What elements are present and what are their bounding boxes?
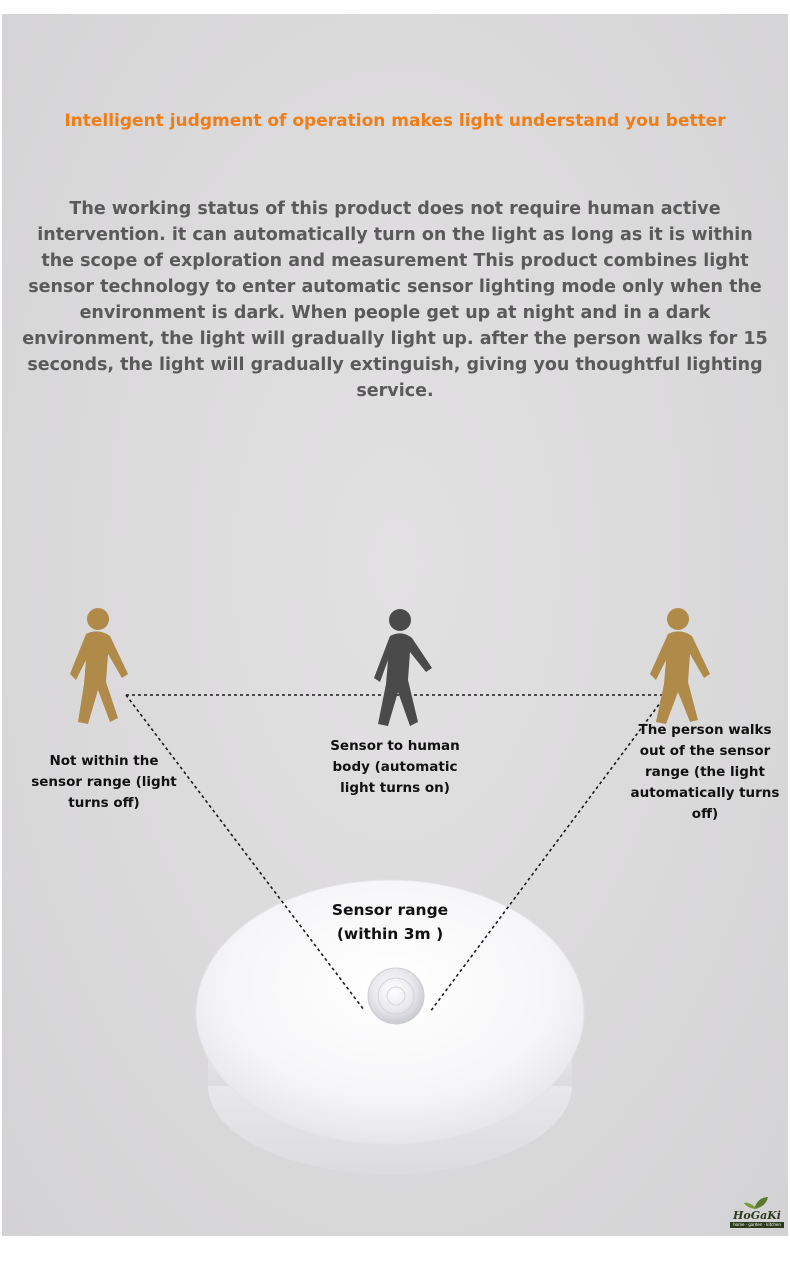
person-walking-icon — [374, 609, 432, 726]
logo-tagline: home · garden · kitchen — [730, 1222, 784, 1228]
label-sensor-range: Sensor range (within 3m ) — [331, 901, 449, 943]
logo-name: HoGaKi — [733, 1209, 781, 1222]
pir-sensor — [368, 968, 424, 1024]
product-panel — [2, 14, 788, 1236]
person-walking-icon — [70, 608, 128, 724]
headline: Intelligent judgment of operation makes light understand you better — [64, 111, 726, 131]
label-walks-out: The person walks out of the sensor range (the light automatically turns off) — [630, 722, 780, 822]
label-not-in-range: Not within the sensor range (light turns off) — [31, 753, 177, 811]
person-walking-icon — [650, 608, 710, 724]
product-description: The working status of this product does not require human active intervention. it can automatically turn on the light as long as it is within the scope of exploration and measurement This product combines light sensor technology to enter automatic sensor lighting mode only when the environment is dark. When people get up at night and in a dark environment, the light will gradually light up. after the person walks for 15 seconds, the light will gradually extinguish, giving you thoughtful lighting service. — [22, 199, 768, 401]
brand-logo — [728, 1195, 786, 1233]
label-sensing-body: Sensor to human body (automatic light turns on) — [330, 738, 460, 796]
